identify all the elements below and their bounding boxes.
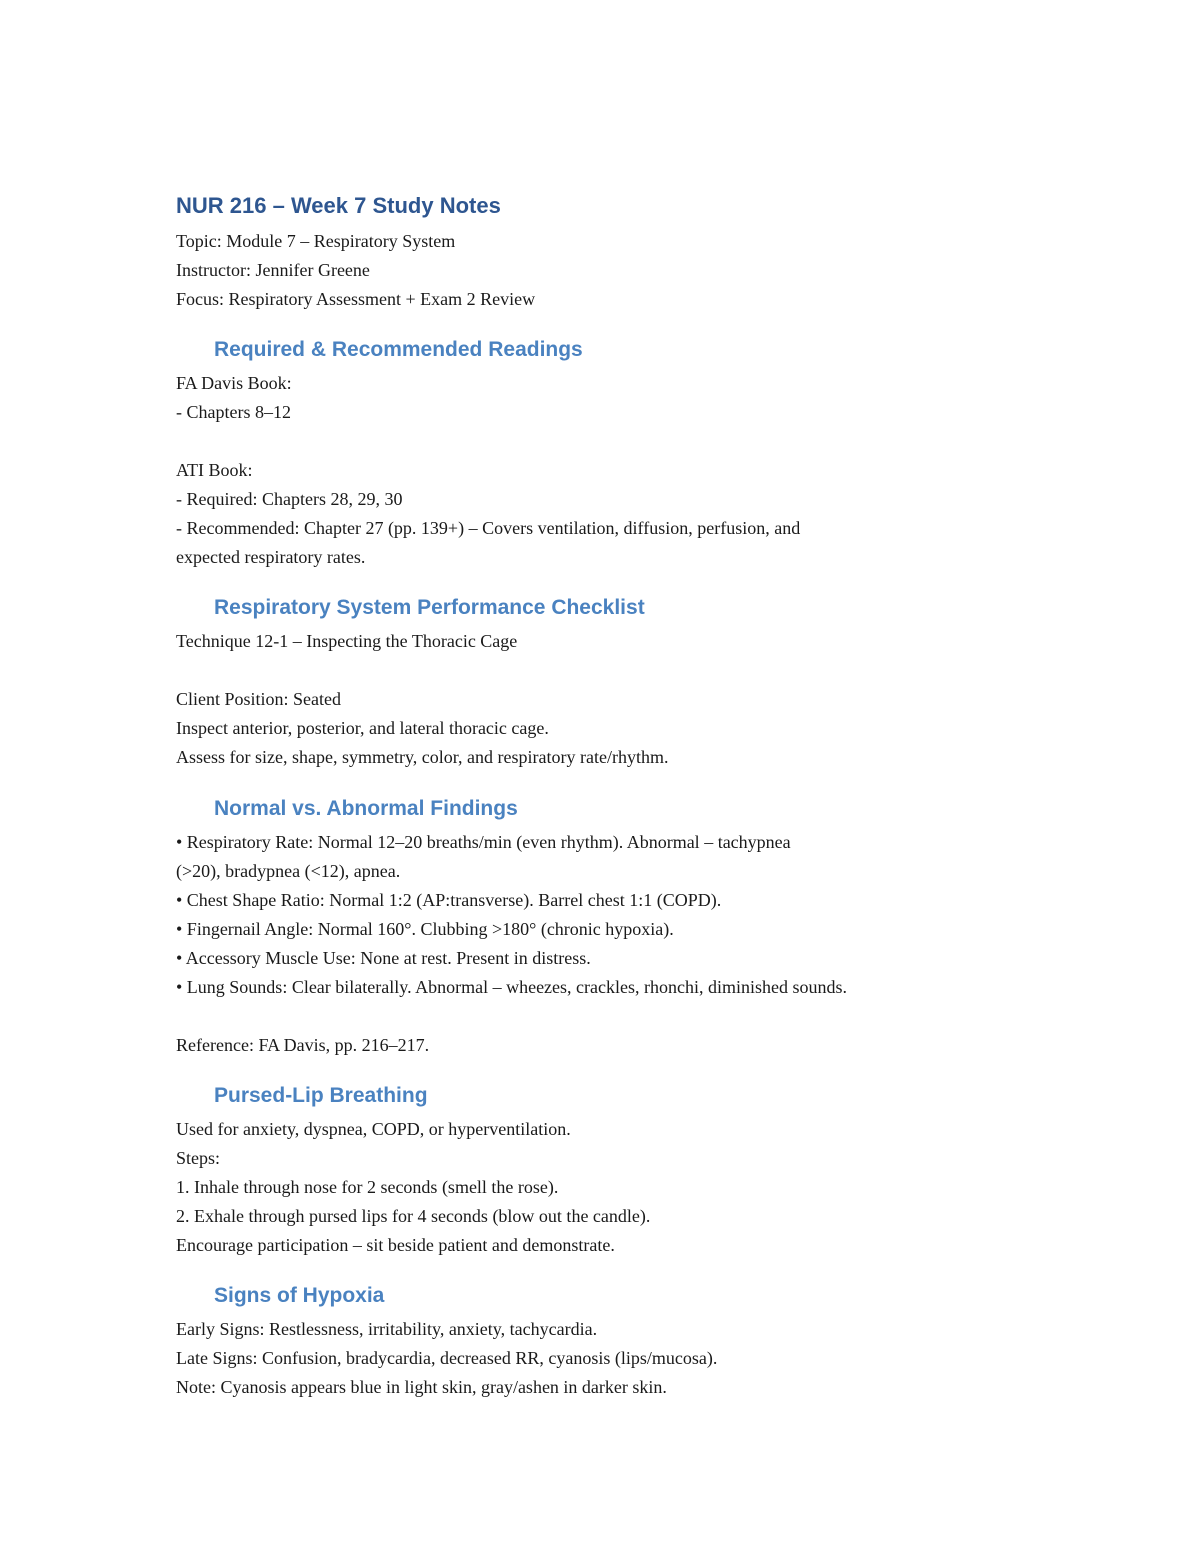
instructor-line: Instructor: Jennifer Greene	[176, 260, 370, 280]
findings-line: • Fingernail Angle: Normal 160°. Clubbing >180° (chronic hypoxia).	[176, 919, 674, 939]
pursed-lip-line: 2. Exhale through pursed lips for 4 seconds (blow out the candle).	[176, 1206, 651, 1226]
hypoxia-heading: Signs of Hypoxia	[214, 1284, 385, 1307]
readings-heading: Required & Recommended Readings	[214, 338, 583, 361]
readings-line: FA Davis Book:	[176, 373, 292, 393]
checklist-heading: Respiratory System Performance Checklist	[214, 596, 645, 619]
findings-heading: Normal vs. Abnormal Findings	[214, 797, 518, 820]
readings-line: ATI Book:	[176, 460, 253, 480]
checklist-line: Client Position: Seated	[176, 689, 341, 709]
findings-line: • Lung Sounds: Clear bilaterally. Abnormal – wheezes, crackles, rhonchi, diminished sounds.	[176, 977, 847, 997]
findings-line: • Respiratory Rate: Normal 12–20 breaths/min (even rhythm). Abnormal – tachypnea	[176, 832, 791, 852]
checklist-line: Assess for size, shape, symmetry, color, and respiratory rate/rhythm.	[176, 747, 669, 767]
findings-line: • Accessory Muscle Use: None at rest. Present in distress.	[176, 948, 591, 968]
findings-line: (>20), bradypnea (<12), apnea.	[176, 861, 401, 881]
pursed-lip-line: Encourage participation – sit beside patient and demonstrate.	[176, 1235, 615, 1255]
pursed-lip-line: 1. Inhale through nose for 2 seconds (smell the rose).	[176, 1177, 559, 1197]
readings-line: expected respiratory rates.	[176, 547, 366, 567]
readings-line: - Required: Chapters 28, 29, 30	[176, 489, 403, 509]
readings-line: - Chapters 8–12	[176, 402, 291, 422]
checklist-line: Technique 12-1 – Inspecting the Thoracic Cage	[176, 631, 518, 651]
findings-line: • Chest Shape Ratio: Normal 1:2 (AP:transverse). Barrel chest 1:1 (COPD).	[176, 890, 722, 910]
hypoxia-line: Early Signs: Restlessness, irritability, anxiety, tachycardia.	[176, 1319, 598, 1339]
reference-line: Reference: FA Davis, pp. 216–217.	[176, 1035, 430, 1055]
document-title: NUR 216 – Week 7 Study Notes	[176, 193, 501, 218]
pursed-lip-line: Steps:	[176, 1148, 221, 1168]
checklist-line: Inspect anterior, posterior, and lateral thoracic cage.	[176, 718, 549, 738]
pursed-lip-heading: Pursed-Lip Breathing	[214, 1084, 428, 1107]
readings-line: - Recommended: Chapter 27 (pp. 139+) – Covers ventilation, diffusion, perfusion, and	[176, 518, 801, 538]
hypoxia-line: Late Signs: Confusion, bradycardia, decreased RR, cyanosis (lips/mucosa).	[176, 1348, 718, 1368]
hypoxia-line: Note: Cyanosis appears blue in light skin, gray/ashen in darker skin.	[176, 1377, 667, 1397]
pursed-lip-line: Used for anxiety, dyspnea, COPD, or hyperventilation.	[176, 1119, 571, 1139]
topic-line: Topic: Module 7 – Respiratory System	[176, 231, 456, 251]
focus-line: Focus: Respiratory Assessment + Exam 2 Review	[176, 289, 536, 309]
